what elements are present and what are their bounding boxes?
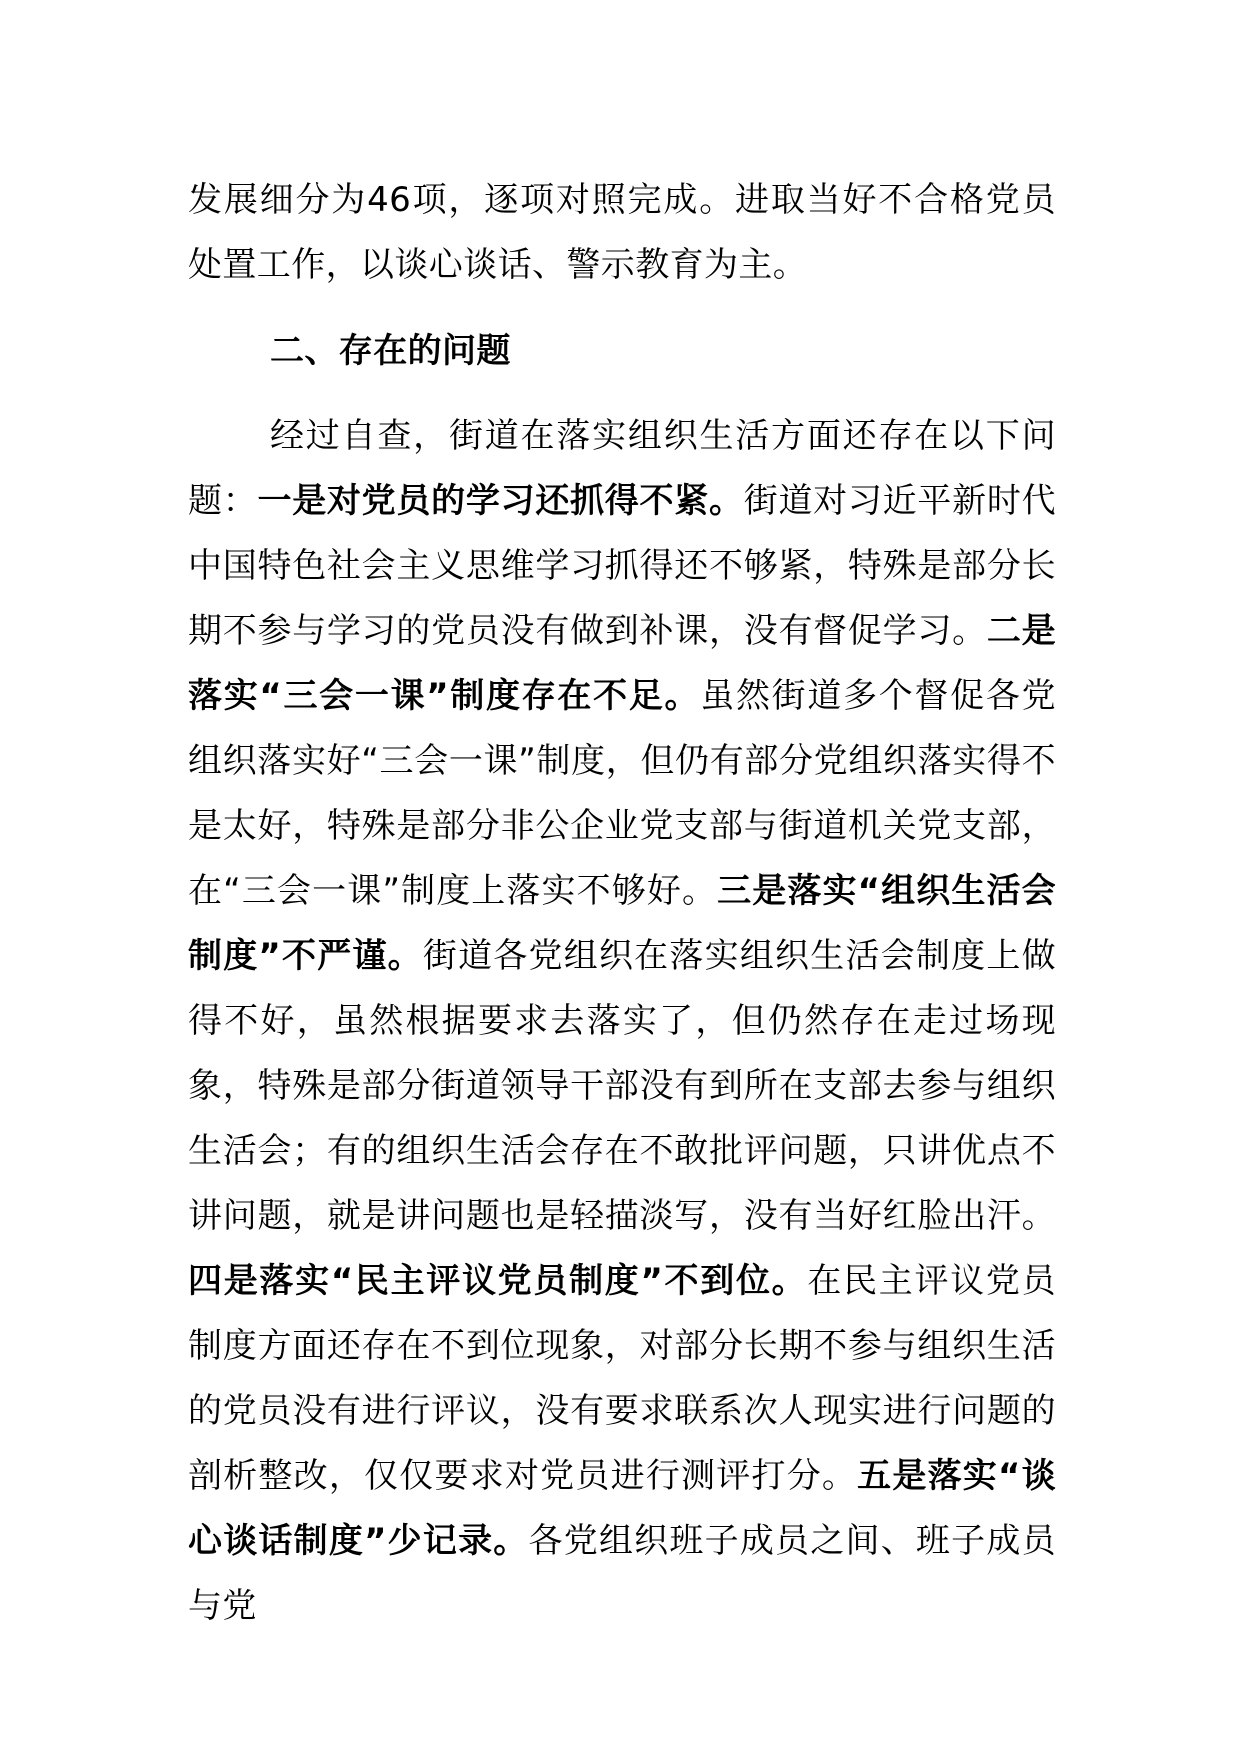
section-heading: 二、存在的问题	[270, 331, 511, 371]
issue-3-body: 街道各党组织在落实组织生活会制度上做得不好，虽然根据要求去落实了，但仍然存在走过场现象，特殊是部分街道领导干部没有到所在支部去参与组织生活会；有的组织生活会存在不敢批评问题，只讲优点不讲问题，就是讲问题也是轻描淡写，没有当好红脸出汗。	[188, 936, 1056, 1236]
document-body	[188, 168, 1056, 1639]
issues-paragraph	[188, 404, 1056, 1639]
issue-1-title: 一是对党员的学习还抓得不紧。	[257, 481, 744, 521]
issue-2-body: 虽然街道多个督促各党组织落实好“三会一课”制度，但仍有部分党组织落实得不是太好，特殊是部分非公企业党支部与街道机关党支部，在“三会一课”制度上落实不够好。	[188, 676, 1057, 911]
issue-4-body: 在民主评议党员制度方面还存在不到位现象，对部分长期不参与组织生活的党员没有进行评议，没有要求联系次人现实进行问题的剖析整改，仅仅要求对党员进行测评打分。	[188, 1261, 1056, 1496]
issue-5-body: 各党组织班子成员之间、班子成员与党	[188, 1521, 1056, 1626]
issue-4-title: 四是落实“民主评议党员制度”不到位。	[188, 1261, 808, 1301]
issues-lead: 经过自查，街道在落实组织生活方面还存在以下问题：	[188, 416, 1056, 521]
issue-1-body: 街道对习近平新时代中国特色社会主义思维学习抓得还不够紧，特殊是部分长期不参与学习的党员没有做到补课，没有督促学习。	[188, 481, 1056, 651]
issue-3-title: 三是落实“组织生活会制度”不严谨。	[188, 871, 1056, 976]
issue-2-title: 二是落实“三会一课”制度存在不足。	[188, 611, 1056, 716]
intro-paragraph: 发展细分为46项，逐项对照完成。进取当好不合格党员处置工作，以谈心谈话、警示教育为主。	[188, 180, 1056, 285]
issue-5-title: 五是落实“谈心谈话制度”少记录。	[188, 1456, 1056, 1561]
